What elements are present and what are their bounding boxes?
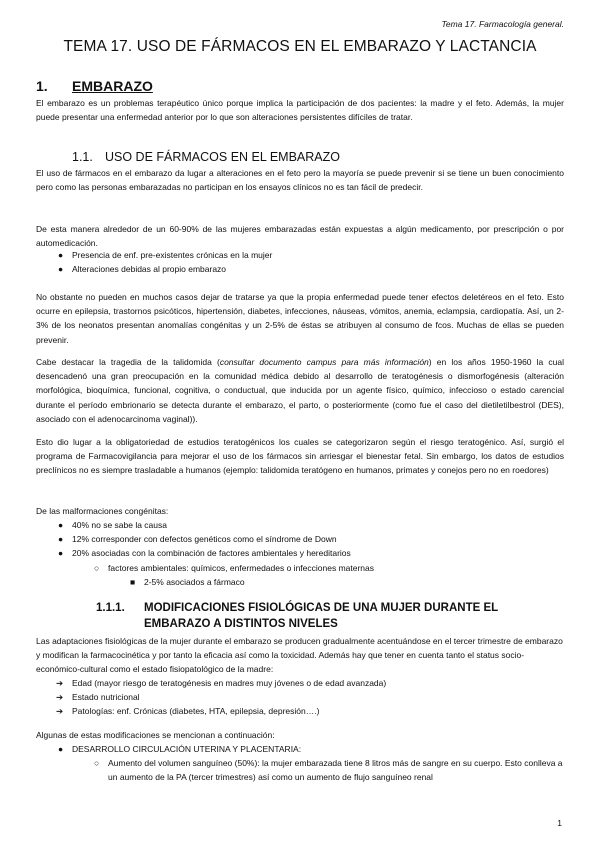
paragraph: De las malformaciones congénitas: bbox=[36, 506, 169, 516]
list-item bbox=[36, 546, 564, 560]
arrow-right-icon: ➔ bbox=[56, 692, 64, 703]
section-heading-1-1 bbox=[72, 150, 340, 164]
section-number: 1.1.1. bbox=[96, 602, 125, 614]
list-item bbox=[36, 690, 564, 704]
bullet-icon: ● bbox=[58, 250, 64, 260]
list-item bbox=[36, 532, 564, 546]
section-title: MODIFICACIONES FISIOLÓGICAS DE UNA MUJER DURANTE EL EMBARAZO A DISTINTOS NIVELES bbox=[144, 602, 498, 630]
bullet-icon: ● bbox=[58, 534, 64, 545]
list-item-text: Presencia de enf. pre-existentes crónicas en la mujer bbox=[72, 250, 273, 260]
list-item bbox=[36, 518, 564, 532]
section-heading-1-1-1 bbox=[96, 600, 536, 632]
text-span: ) en los años 1950-1960 la cual desencadenó una gran preocupación en la comunidad médica debido al desarrollo de teratogénesis o dismorfogénesis (alteración morfológica, bioquímica, funcional, cognitiva, o conductual, que inducida por un agente físico, químico, infeccioso o estado carencial durante el período embrionario se detecta durante el embarazo, el parto, o posteriormente (como fue el caso del dietiletilbestrol (DES), asociado con el adenocarcinoma vaginal)). bbox=[36, 357, 564, 424]
section-number: 1.1. bbox=[72, 150, 93, 164]
arrow-right-icon: ➔ bbox=[56, 678, 64, 688]
italic-span: consultar documento campus para más información bbox=[219, 357, 429, 367]
section-title: USO DE FÁRMACOS EN EL EMBARAZO bbox=[105, 150, 340, 164]
list-item-text: 20% asociadas con la combinación de factores ambientales y hereditarios bbox=[72, 548, 351, 559]
list-item-text: Edad (mayor riesgo de teratogénesis en madres muy jóvenes o de edad avanzada) bbox=[72, 678, 387, 688]
circle-bullet-icon: ○ bbox=[94, 562, 100, 573]
list-item-text: Estado nutricional bbox=[72, 692, 140, 703]
section-number: 1. bbox=[36, 78, 48, 94]
list-item-text: 40% no se sabe la causa bbox=[72, 520, 167, 530]
list-item-text: Patologías: enf. Crónicas (diabetes, HTA, epilepsia, depresión….) bbox=[72, 706, 320, 717]
bullet-list bbox=[36, 248, 564, 276]
list-item-text: Alteraciones debidas al propio embarazo bbox=[72, 264, 227, 275]
section-heading-1 bbox=[36, 78, 153, 94]
list-item-text: 2-5% asociados a fármaco bbox=[144, 576, 245, 587]
list-item-text: Aumento del volumen sanguíneo (50%): la mujer embarazada tiene 8 litros más de sangre en su cuerpo. Esto conlleva a un aumento de la PA (tercer trimestres) así como un aumento de flujo sanguíneo renal bbox=[108, 758, 563, 783]
paragraph: No obstante no pueden en muchos casos dejar de tratarse ya que la propia enfermedad puede tener efectos deletéreos en el feto. Esto ocurre en epilepsia, trastornos psicóticos, hipertensión, diabetes, infecciones, náuseas, vómitos, anemia, eclampsia, cardiopatía. Así, un 2-3% de los neonatos presentan anomalías congénitas y un 2-5% de éstas se atribuyen al consumo de fcos. Muchas de ellas se pueden prevenir. bbox=[36, 292, 564, 345]
list-item bbox=[36, 248, 564, 262]
bullet-icon: ● bbox=[58, 548, 64, 559]
section-title: EMBARAZO bbox=[72, 78, 153, 94]
bullet-icon: ● bbox=[58, 520, 64, 530]
bullet-icon: ● bbox=[58, 264, 64, 275]
arrow-list bbox=[36, 676, 564, 719]
paragraph: De esta manera alrededor de un 60-90% de las mujeres embarazadas están expuestas a algún medicamento, por prescripción o por automedicación. bbox=[36, 224, 564, 249]
paragraph-talidomida bbox=[36, 355, 564, 426]
paragraph: Algunas de estas modificaciones se mencionan a continuación: bbox=[36, 730, 275, 740]
list-item bbox=[36, 262, 564, 276]
page-number: 1 bbox=[557, 818, 562, 828]
section1-intro: El embarazo es un problemas terapéutico único porque implica la participación de dos pacientes: la madre y el feto. Además, la mujer puede presentar una enfermedad anterior por lo que son alteraciones persistentes difíciles de tratar. bbox=[36, 98, 564, 123]
list-item-subsub bbox=[36, 575, 564, 589]
bullet-icon: ● bbox=[58, 744, 64, 754]
list-item bbox=[36, 742, 564, 756]
paragraph: El uso de fármacos en el embarazo da lugar a alteraciones en el feto pero la mayoría se puede prevenir si se tiene un buen conocimiento pero como las personas embarazadas no participan en los ensayos clínicos no es tan fácil de predecir. bbox=[36, 168, 564, 193]
list-item-text: 12% corresponder con defectos genéticos como el síndrome de Down bbox=[72, 534, 337, 545]
document-title: TEMA 17. USO DE FÁRMACOS EN EL EMBARAZO Y LACTANCIA bbox=[63, 38, 537, 55]
list-item-sub bbox=[36, 561, 564, 575]
modifications-list bbox=[36, 742, 564, 785]
list-item-text: DESARROLLO CIRCULACIÓN UTERINA Y PLACENTARIA: bbox=[72, 744, 302, 754]
circle-bullet-icon: ○ bbox=[94, 758, 100, 769]
text-span: Cabe destacar la tragedia de la talidomida ( bbox=[36, 357, 220, 367]
list-item-sub bbox=[36, 756, 564, 784]
arrow-right-icon: ➔ bbox=[56, 706, 64, 717]
list-item bbox=[36, 676, 564, 690]
running-header: Tema 17. Farmacología general. bbox=[441, 19, 564, 29]
paragraph: Las adaptaciones fisiológicas de la mujer durante el embarazo se producen gradualmente acentuándose en el tercer trimestre de embarazo y modifican la farmacocinética y por tanto la eficacia así como la toxicidad. Además hay que tener en cuenta tanto el status socio-económico-cultural como el estado fisiopatológico de la madre: bbox=[36, 636, 563, 675]
list-item-text: factores ambientales: químicos, enfermedades o infecciones maternas bbox=[108, 562, 374, 573]
malformations-list bbox=[36, 518, 564, 589]
square-bullet-icon: ■ bbox=[130, 576, 136, 587]
list-item bbox=[36, 704, 564, 718]
paragraph: Esto dio lugar a la obligatoriedad de estudios teratogénicos los cuales se categorizaron según el riesgo teratogénico. Así, surgió el programa de Farmacovigilancia para mejorar el uso de los fármacos sin arriesgar el bienestar fetal. Sin embargo, los datos de estudios preclínicos no es siempre trasladable a humanos (ejemplo: talidomida teratógeno en humanos, primates y conejos pero no en roedores) bbox=[36, 437, 564, 476]
